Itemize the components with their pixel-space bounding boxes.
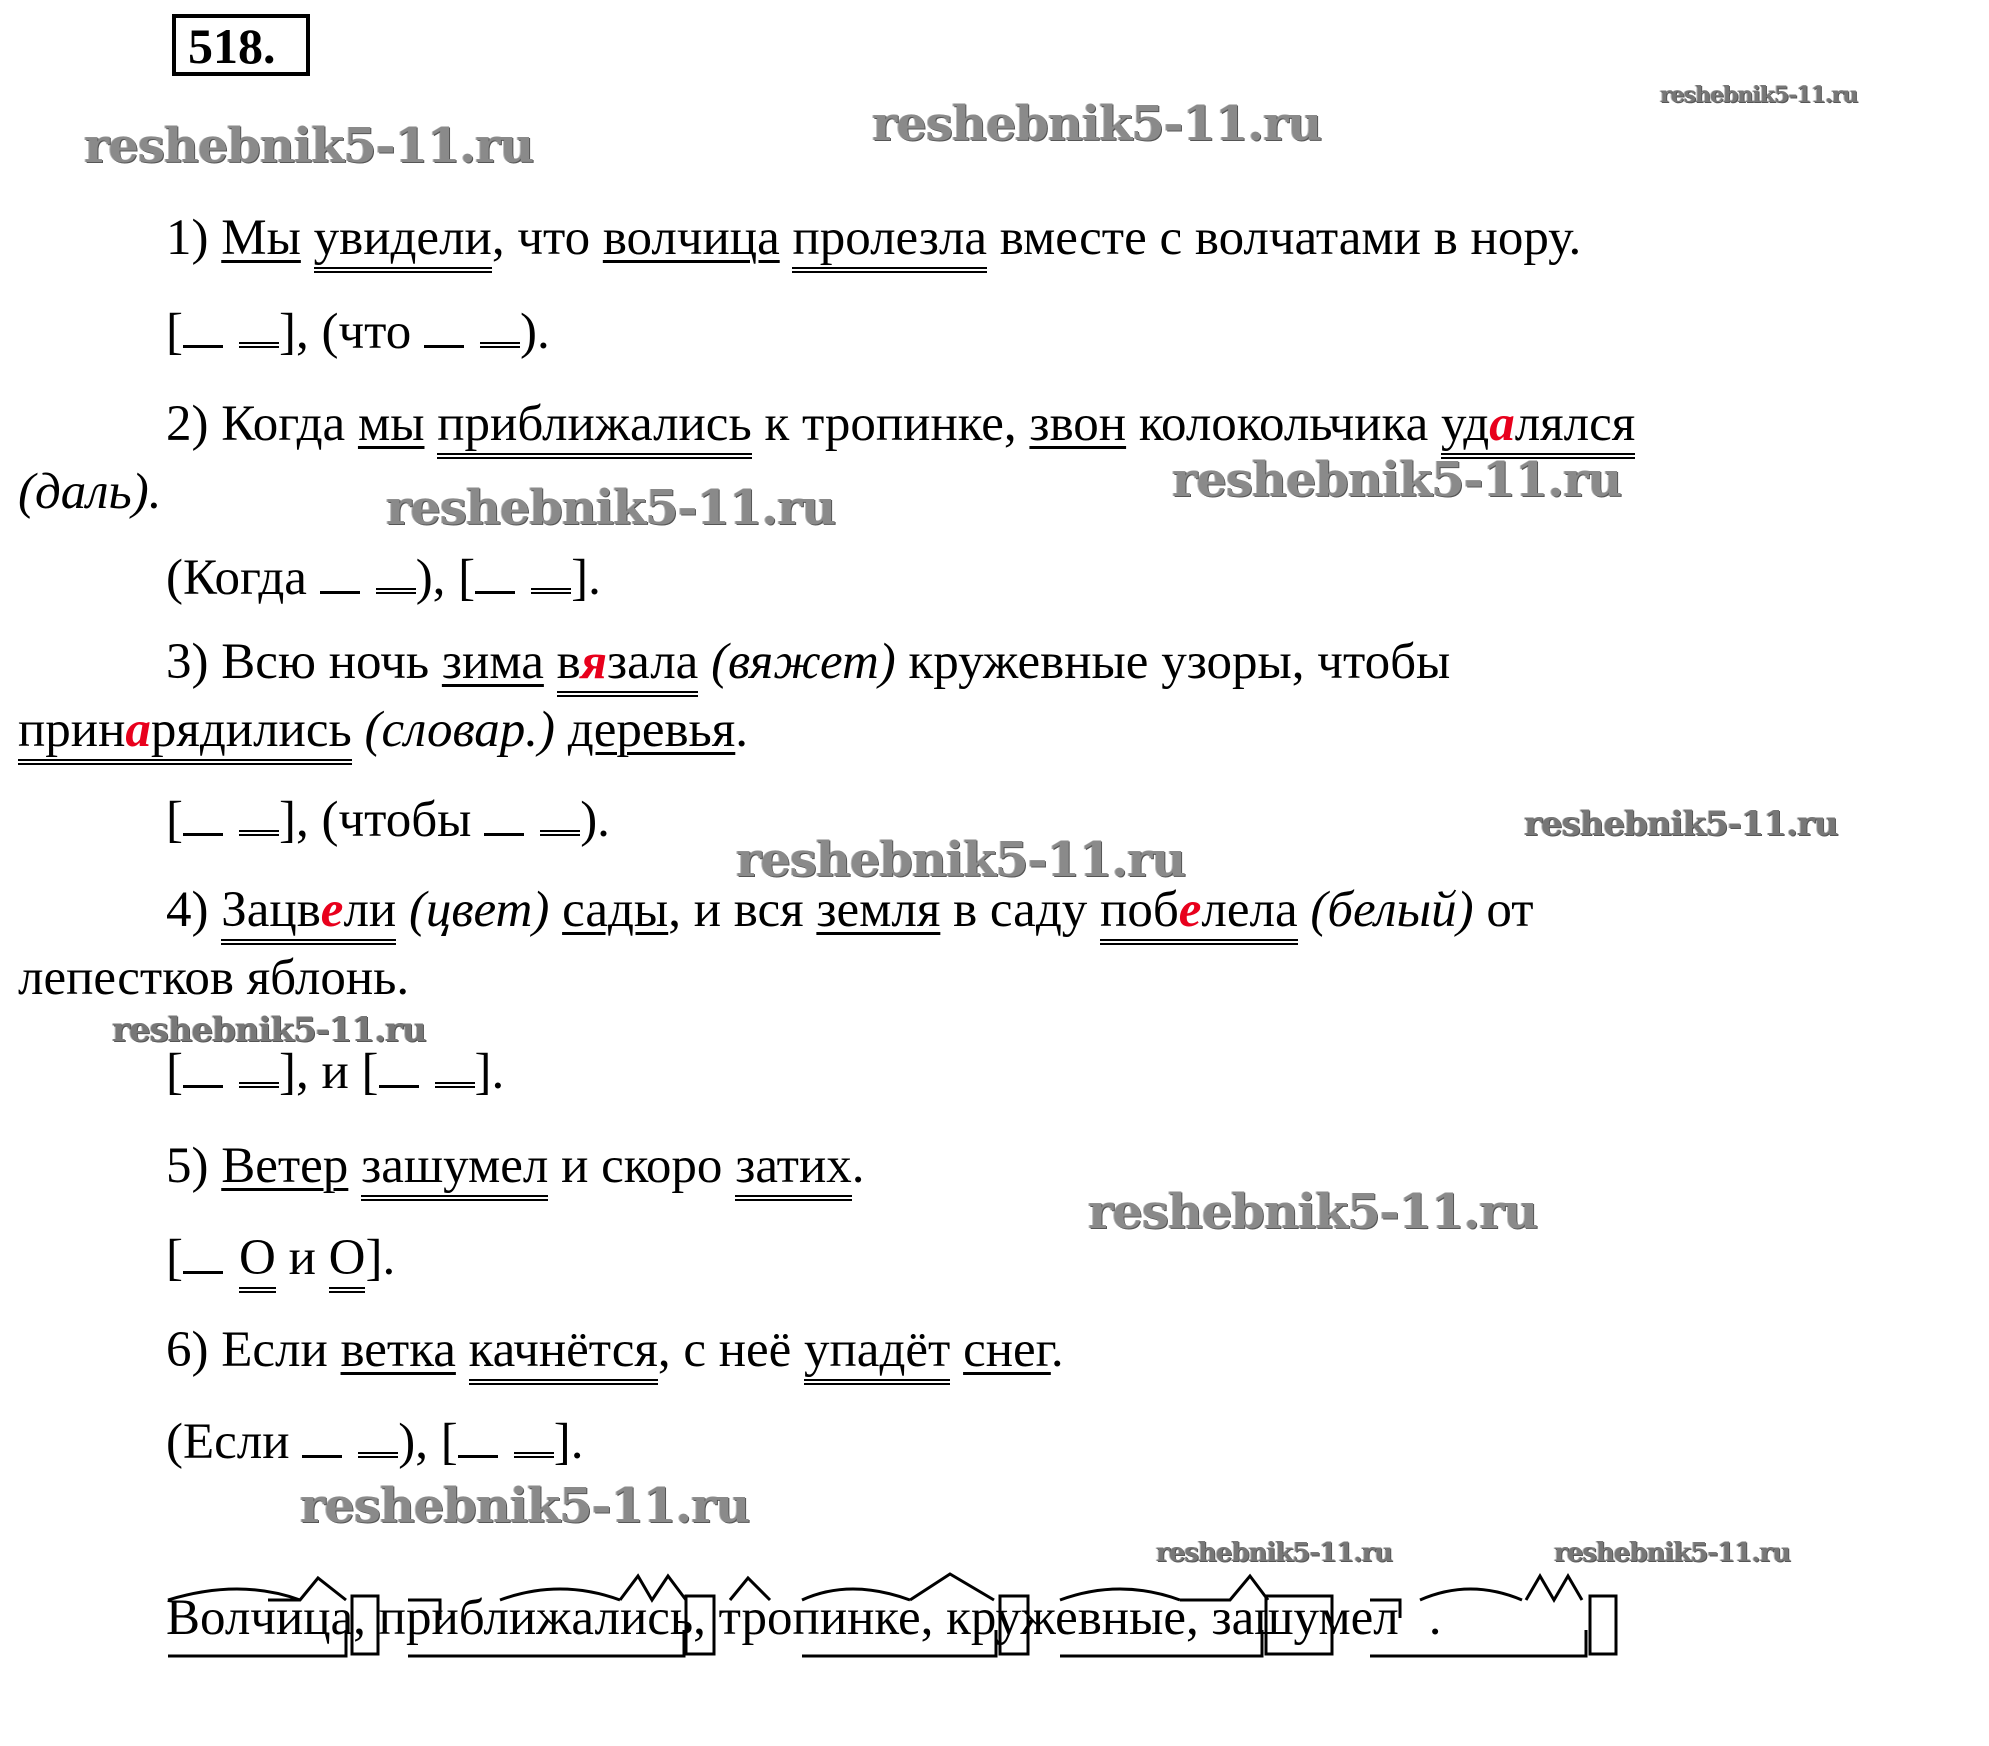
ending-box [686, 1596, 714, 1654]
watermark: reshebnik5-11.ru [736, 832, 1186, 888]
separator: . [1428, 1590, 1442, 1646]
text: лялся [1514, 396, 1636, 452]
root-arc [500, 1589, 620, 1600]
prefix-mark [1370, 1600, 1400, 1618]
predicate-slot [435, 1080, 475, 1088]
subject-slot [458, 1453, 498, 1458]
bracket: ). [519, 304, 550, 360]
subject-slot [183, 831, 223, 836]
text: от [1486, 882, 1534, 938]
text [456, 1322, 469, 1378]
ending-box [1266, 1596, 1332, 1654]
watermark: reshebnik5-11.ru [1088, 1184, 1538, 1240]
bracket: ]. [474, 1044, 505, 1100]
morpheme-word: Волчица [166, 1590, 354, 1646]
text [424, 396, 437, 452]
ending-box [352, 1596, 378, 1654]
text [780, 210, 793, 266]
watermark: reshebnik5-11.ru [84, 118, 534, 174]
predicate: пролезла [792, 210, 987, 273]
stem-bracket [408, 1630, 684, 1656]
vowel-highlight: а [1489, 396, 1515, 452]
suffix-mark [1180, 1576, 1268, 1600]
text: к тропинке, [751, 396, 1030, 452]
stem-bracket [1370, 1630, 1586, 1656]
hint: (вяжет) [698, 634, 909, 690]
subject-slot [183, 1269, 223, 1274]
bracket: ]. [571, 550, 601, 606]
sentence-3 [166, 632, 1450, 692]
text: лела [1201, 882, 1298, 938]
subject: Ветер [221, 1138, 349, 1194]
hint: (словар.) [351, 702, 568, 758]
predicate: качнётся [469, 1322, 658, 1385]
watermark: reshebnik5-11.ru [300, 1478, 750, 1534]
sentence-5 [166, 1136, 864, 1196]
text: 6) Если [166, 1322, 341, 1378]
text: , и вся [668, 882, 817, 938]
predicate-slot [239, 1080, 279, 1088]
separator: , [353, 1590, 379, 1646]
subject-slot [484, 831, 524, 836]
scheme-4 [166, 1042, 504, 1102]
predicate-slot [514, 1450, 554, 1458]
sentence-2 [166, 394, 1635, 454]
text: прин [18, 702, 126, 758]
text: 5) [166, 1138, 222, 1194]
hint: (белый) [1297, 882, 1487, 938]
text: и [275, 1230, 329, 1286]
bracket: ], и [ [278, 1044, 379, 1100]
hint: (даль). [18, 464, 162, 520]
separator: , [920, 1590, 947, 1646]
predicate-slot [358, 1450, 398, 1458]
text: поб [1100, 882, 1179, 938]
vowel-highlight: е [1178, 882, 1202, 938]
text: в [556, 634, 581, 690]
subject: снег [963, 1322, 1051, 1378]
text: в саду [940, 882, 1101, 938]
scheme-1 [166, 302, 550, 362]
ending-box [1000, 1596, 1028, 1654]
suffix-mark [910, 1574, 994, 1600]
bracket: [ [166, 792, 183, 848]
predicate-slot [480, 340, 520, 348]
subject-slot [320, 589, 360, 594]
subject: мы [357, 396, 425, 452]
subject: волчица [602, 210, 780, 266]
sentence-1 [166, 208, 1581, 268]
bracket: ]. [553, 1414, 584, 1470]
text: . [851, 1138, 865, 1194]
bracket: ], (что [278, 304, 424, 360]
vowel-highlight: е [320, 882, 344, 938]
subject: деревья [567, 702, 736, 758]
watermark: reshebnik5-11.ru [1660, 82, 1858, 108]
subject: звон [1029, 396, 1127, 452]
predicate: затих [735, 1138, 852, 1201]
text [348, 1138, 361, 1194]
morpheme-word: приближались [378, 1590, 694, 1646]
stem-bracket [802, 1630, 996, 1656]
suffix-mark [268, 1578, 346, 1600]
subject-slot [379, 1083, 419, 1088]
watermark: reshebnik5-11.ru [112, 1010, 426, 1050]
predicate-slot [376, 586, 416, 594]
predicate-slot [540, 828, 580, 836]
text: 3) Всю ночь [166, 634, 442, 690]
subject-slot [475, 589, 515, 594]
text: , что [491, 210, 603, 266]
sentence-3-line-2 [18, 700, 748, 760]
predicate [221, 882, 396, 945]
vowel-highlight: я [580, 634, 607, 690]
separator: , [1186, 1590, 1212, 1646]
subject-slot [302, 1453, 342, 1458]
subject-slot [183, 1083, 223, 1088]
subject: зима [441, 634, 544, 690]
hint: (цвет) [396, 882, 563, 938]
suffix-mark [1526, 1576, 1582, 1600]
text: зала [607, 634, 699, 690]
text: рядились [150, 702, 352, 758]
stem-bracket [168, 1630, 346, 1656]
scheme-5 [166, 1228, 395, 1288]
predicate-circle: О [329, 1230, 366, 1293]
bracket: ), [ [398, 1414, 458, 1470]
suffix-mark [620, 1576, 686, 1600]
bracket: [ [166, 1044, 183, 1100]
bracket: ], (чтобы [278, 792, 485, 848]
text [950, 1322, 963, 1378]
watermark: reshebnik5-11.ru [1156, 1538, 1393, 1568]
watermark: reshebnik5-11.ru [1524, 804, 1838, 844]
text [544, 634, 557, 690]
bracket: [ [166, 304, 183, 360]
predicate-slot [531, 586, 571, 594]
bracket: (Когда [166, 550, 320, 606]
text: Зацв [221, 882, 321, 938]
prefix-mark [408, 1600, 440, 1620]
sentence-6 [166, 1320, 1064, 1380]
predicate: увидели [314, 210, 492, 273]
predicate-circle: О [239, 1230, 276, 1293]
vowel-highlight: а [125, 702, 151, 758]
watermark: reshebnik5-11.ru [872, 96, 1322, 152]
subject-slot [183, 343, 223, 348]
root-arc [1420, 1589, 1522, 1600]
sentence-4-line-2: лепестков яблонь. [18, 950, 410, 1006]
morpheme-word: кружевные [946, 1590, 1186, 1646]
postfix-mark [730, 1578, 770, 1600]
predicate [1100, 882, 1298, 945]
watermark: reshebnik5-11.ru [1554, 1538, 1791, 1568]
sentence-4 [166, 880, 1534, 940]
morpheme-word: тропинке [718, 1590, 921, 1646]
predicate [1441, 396, 1635, 459]
predicate [557, 634, 699, 697]
text: , с неё [657, 1322, 805, 1378]
predicate: упадёт [804, 1322, 950, 1385]
subject: ветка [340, 1322, 456, 1378]
exercise-number: 518. [172, 14, 310, 76]
watermark: reshebnik5-11.ru [386, 480, 836, 536]
sentence-number: 1) [166, 210, 209, 266]
root-arc [802, 1589, 910, 1600]
text: . [1050, 1322, 1064, 1378]
text: 4) [166, 882, 222, 938]
text: уд [1440, 396, 1490, 452]
text: вместе с волчатами в нору. [987, 210, 1582, 266]
morpheme-word: зашумел [1211, 1590, 1399, 1646]
text: колокольчика [1126, 396, 1441, 452]
scheme-2 [166, 548, 601, 608]
watermark: reshebnik5-11.ru [1172, 452, 1622, 508]
text: ли [343, 882, 397, 938]
text: кружевные узоры, чтобы [908, 634, 1451, 690]
root-arc [1060, 1589, 1180, 1600]
scheme-3 [166, 790, 610, 850]
bracket: ). [580, 792, 610, 848]
subject: Мы [221, 210, 301, 266]
bracket: (Если [166, 1414, 303, 1470]
bracket: ]. [365, 1230, 396, 1286]
predicate-slot [239, 828, 279, 836]
scheme-6 [166, 1412, 583, 1472]
morpheme-marks [0, 1560, 1989, 1680]
separator: , [693, 1590, 719, 1646]
bracket: ), [ [415, 550, 476, 606]
text: и скоро [548, 1138, 736, 1194]
subject: земля [816, 882, 941, 938]
subject-slot [424, 343, 464, 348]
text: . [735, 702, 749, 758]
predicate [18, 702, 352, 765]
subject: сады [562, 882, 669, 938]
root-arc [168, 1589, 300, 1600]
ending-box [1590, 1596, 1616, 1654]
stem-bracket [1060, 1630, 1262, 1656]
predicate: приближались [437, 396, 751, 459]
bracket: [ [166, 1230, 183, 1286]
predicate-slot [239, 340, 279, 348]
text: 2) Когда [166, 396, 358, 452]
predicate: зашумел [361, 1138, 548, 1201]
